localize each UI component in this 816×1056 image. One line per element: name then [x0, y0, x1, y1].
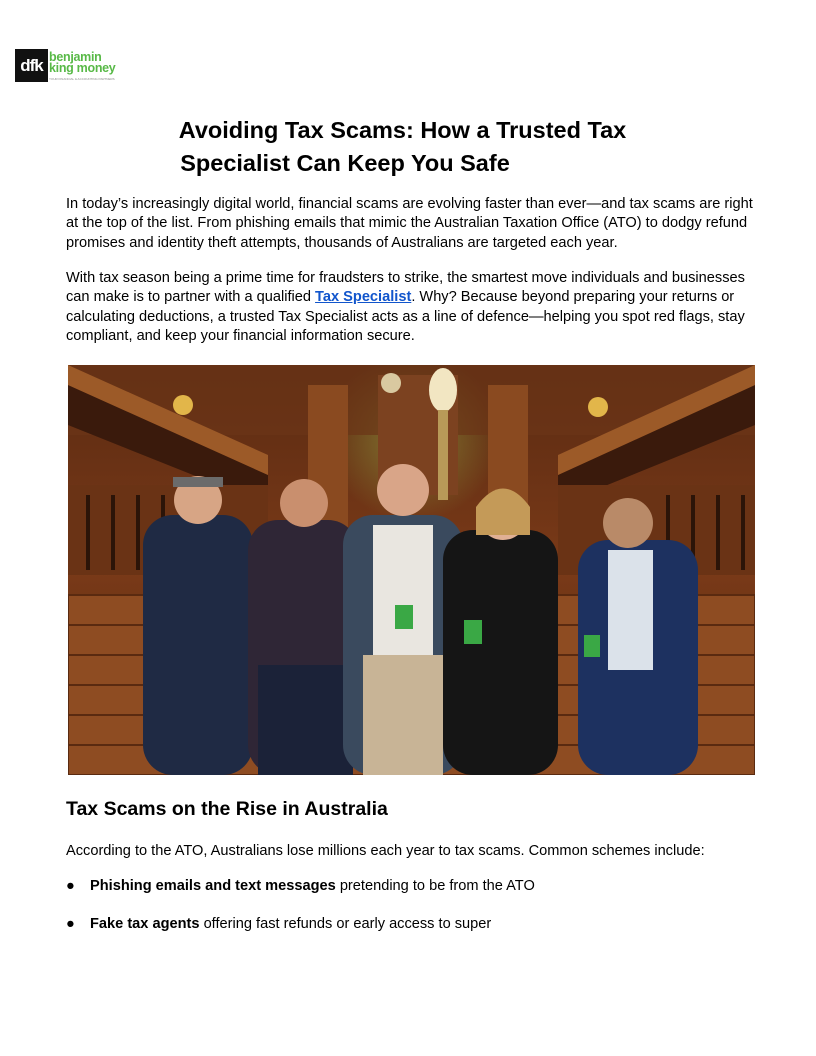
- company-logo: [15, 49, 125, 83]
- specialist-paragraph: [66, 269, 760, 347]
- group-photo-illustration: [68, 365, 755, 775]
- logo-wordmark: [49, 52, 115, 74]
- list-item-bold: Phishing emails and text messages: [90, 878, 336, 894]
- intro-paragraph: In today’s increasingly digital world, financial scams are evolving faster than ever—and tax scams are right at the top of the list. From phishing emails that mimic the Australian Taxation Office (ATO) to dodgy refund promises and identity theft attempts, thousands of Australians are targeted each year.: [66, 196, 753, 251]
- paragraph-text-after-link: . Why? Because beyond preparing your returns or calculating deductions, a trusted Tax Specialist acts as a line of defence—helping you spot red flags, stay compliant, and keep your financial information secure.: [66, 289, 745, 345]
- logo-mark: dfk: [15, 49, 48, 82]
- logo-tagline: YOUR FINANCIAL & ACCOUNTING PARTNERS: [49, 77, 115, 81]
- logo-line-2: king money: [49, 61, 116, 75]
- list-item-text: pretending to be from the ATO: [335, 878, 535, 894]
- list-item: [66, 877, 535, 896]
- logo-line-1: benjamin: [49, 50, 102, 64]
- list-item-bold: Fake tax agents: [90, 916, 200, 932]
- bullet-icon: ●: [66, 878, 75, 894]
- page-title: [110, 114, 700, 180]
- tax-specialist-link[interactable]: Tax Specialist: [315, 289, 412, 306]
- title-line-1: Avoiding Tax Scams: How a Trusted Tax: [178, 117, 627, 143]
- bullet-icon: ●: [66, 916, 75, 932]
- list-item: [66, 915, 491, 934]
- list-item-text: offering fast refunds or early access to super: [199, 916, 492, 932]
- group-photo: [68, 365, 755, 775]
- title-line-2: Specialist Can Keep You Safe: [180, 150, 510, 176]
- paragraph-text-before-link: With tax season being a prime time for fraudsters to strike, the smartest move individuals and businesses can make is to partner with a qualified: [66, 270, 745, 306]
- section-intro: According to the ATO, Australians lose millions each year to tax scams. Common schemes include:: [66, 843, 705, 859]
- section-heading: Tax Scams on the Rise in Australia: [66, 798, 388, 820]
